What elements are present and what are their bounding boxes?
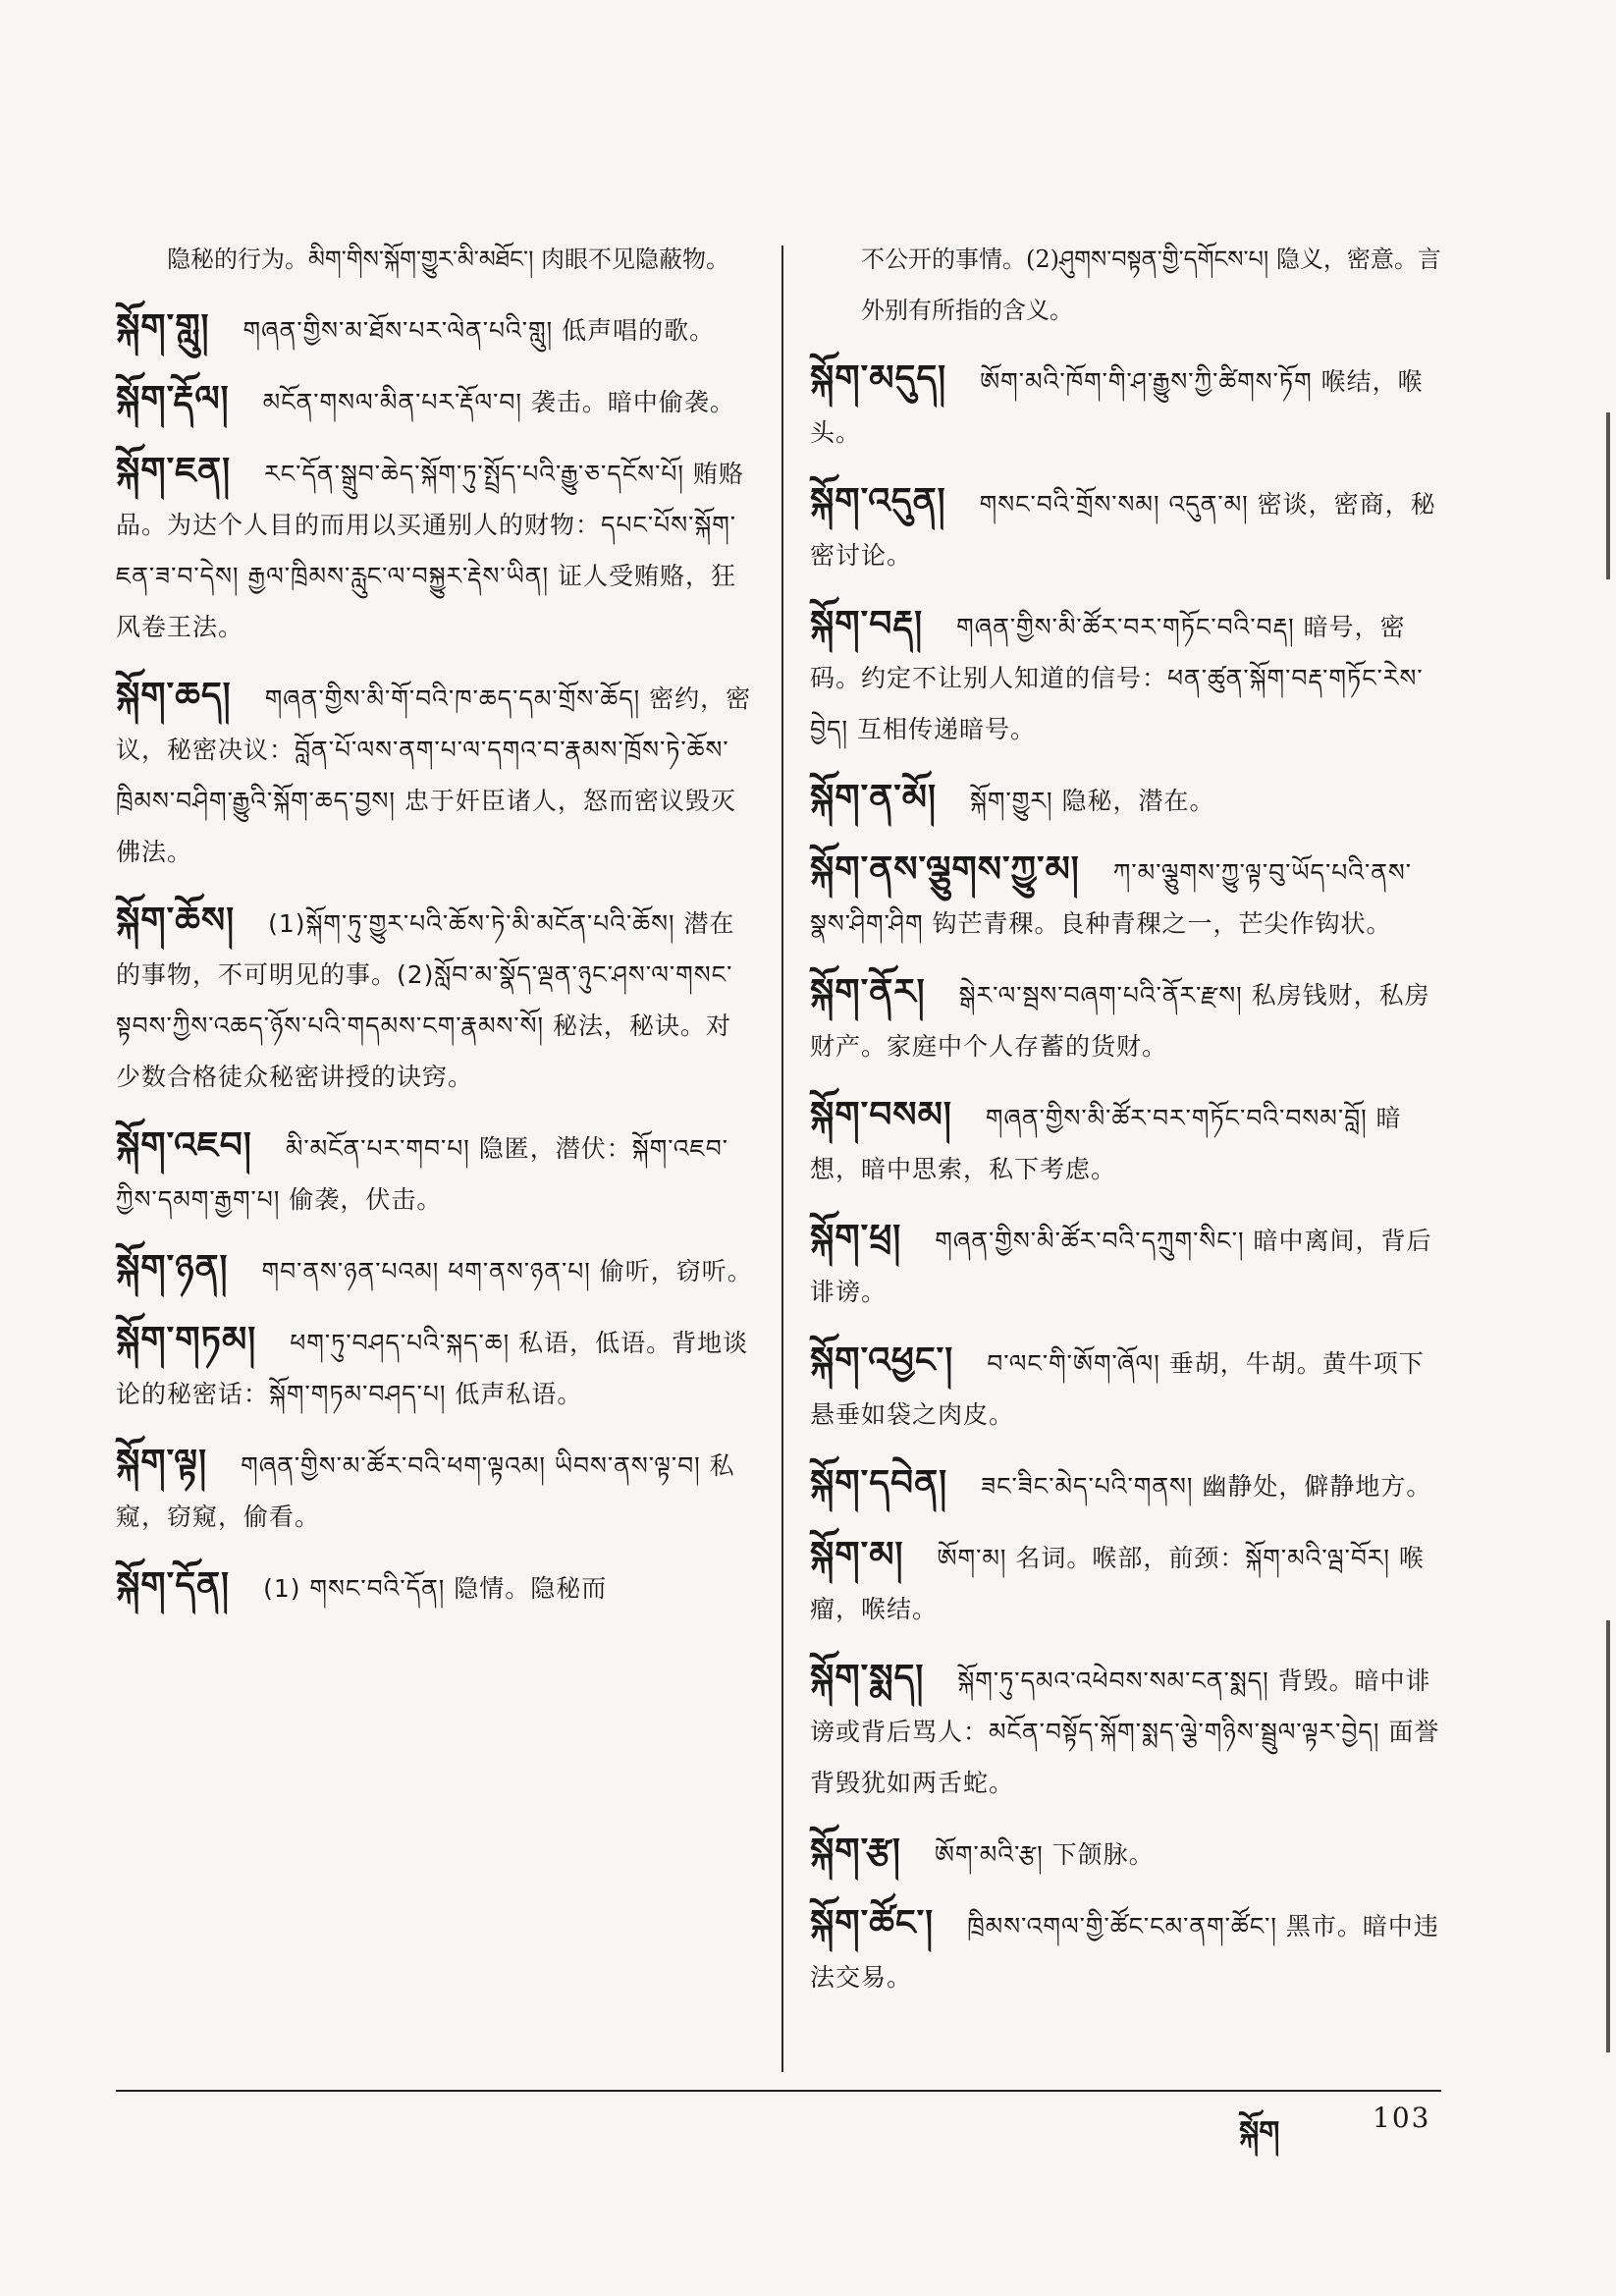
headword: སྐོག་དབེན།	[810, 1463, 948, 1503]
dictionary-entry	[810, 1898, 1448, 2003]
headword: སྐོག་སྨད།	[810, 1658, 925, 1698]
dictionary-entry	[810, 354, 1448, 459]
definition: ཟང་ཟིང་མེད་པའི་གནས། 幽静处，僻静地方。	[981, 1472, 1432, 1501]
definition: བ་ལང་གི་ཨོག་ཞོལ། 垂胡，牛胡。黄牛项下悬垂如袋之肉皮。	[810, 1349, 1425, 1429]
headword: སྐོག་འཇབ།	[116, 1125, 252, 1166]
definition: མངོན་གསལ་མིན་པར་རྡོལ་བ། 袭击。暗中偷袭。	[262, 388, 735, 416]
definition: གཞན་གྱིས་མི་གོ་བའི་ཁ་ཆད་དམ་གྲོས་ཆོད། 密约，密议，秘密决议：བློན་པོ་ལས་ནག་པ་ལ་དགའ་བ་རྣམས་ཁྲོས་ཏེ་ཆོས་ཁྲིམས་བཤིག་རྒྱུའི་སྐོག་ཆད་བྱས། 忠于奸臣诸人，怒而密议毁灭佛法。	[116, 684, 752, 866]
dictionary-entry	[810, 1530, 1448, 1635]
definition: ཨོག་མའི་རྩ། 下颌脉。	[934, 1840, 1155, 1869]
headword: སྐོག་རྩ།	[810, 1831, 901, 1872]
dictionary-entry	[116, 1560, 754, 1614]
dictionary-entry	[116, 671, 754, 878]
running-head: སྐོག	[1239, 2115, 1280, 2150]
definition: མི་མངོན་པར་གབ་པ། 隐匿，潜伏：སྐོག་འཇབ་ཀྱིས་དམག་རྒྱག་པ། 偷袭，伏击。	[116, 1134, 729, 1214]
dictionary-entry	[116, 896, 754, 1103]
headword: སྐོག་ཆད།	[116, 676, 232, 716]
headword: སྐོག་མདུད།	[810, 358, 947, 399]
continued-text: 不公开的事情。(2)ཤུགས་བསྟན་གྱི་དགོངས་པ། 隐义，密意。言外别有所指的含义。	[861, 246, 1441, 324]
definition: སྒེར་ལ་སྦས་བཞག་པའི་ནོར་རྫས། 私房钱财，私房财产。家庭中个人存蓄的货财。	[810, 981, 1430, 1061]
headword: སྐོག་མ།	[810, 1535, 904, 1575]
definition: གཞན་གྱིས་མི་ཚོར་བར་གཏོང་བའི་བསམ་བློ། 暗想，暗中思索，私下考虑。	[810, 1104, 1402, 1183]
definition: ཁྲིམས་འགལ་གྱི་ཚོང་ངམ་ནག་ཚོང་། 黑市。暗中违法交易。	[810, 1912, 1439, 1992]
dictionary-entry	[116, 1121, 754, 1226]
headword: སྐོག་ཇན།	[116, 451, 232, 491]
definition: ཀ་མ་ལྕུགས་ཀྱུ་ལྟ་བུ་ཡོད་པའི་ནས་སྣས་ཤིག་ཤིག 钩芒青稞。良种青稞之一，芒尖作钩状。	[810, 858, 1413, 938]
definition: སྐོག་ཏུ་དམའ་འཕེབས་སམ་ངན་སྨད། 背毁。暗中诽谤或背后骂人：མངོན་བསྟོད་སྐོག་སྨད་ལྕེ་གཉིས་སྦྲུལ་ལྟར་བྱེད། 面誉背毁犹如两舌蛇。	[810, 1667, 1440, 1797]
headword: སྐོག་དོན།	[116, 1565, 231, 1606]
definition: གཞན་གྱིས་མ་ཐོས་པར་ལེན་པའི་གླུ། 低声唱的歌。	[242, 316, 716, 345]
dictionary-entry	[116, 1243, 754, 1297]
headword: སྐོག་ལྟ།	[116, 1443, 208, 1483]
dictionary-entry	[116, 374, 754, 428]
headword: སྐོག་བསམ།	[810, 1095, 952, 1135]
dictionary-entry	[810, 476, 1448, 581]
continued-text: 隐秘的行为。མིག་གིས་སྐོག་གྱུར་མི་མཐོང་། 肉眼不见隐蔽物。	[167, 246, 730, 273]
dictionary-entry	[116, 446, 754, 653]
headword: སྐོག་རྡོལ།	[116, 379, 230, 419]
right-column	[810, 234, 1448, 2021]
definition: གཞན་གྱིས་མི་ཚོར་བར་གཏོང་བའི་བརྡ། 暗号，密码。约定不让别人知道的信号：ཕན་ཚུན་སྐོག་བརྡ་གཏོང་རེས་བྱེད། 互相传递暗号。	[810, 613, 1424, 743]
dictionary-entry	[810, 1458, 1448, 1512]
dictionary-entry	[810, 773, 1448, 827]
headword: སྐོག་འདུན།	[810, 481, 946, 521]
dictionary-entry	[810, 599, 1448, 755]
column-divider	[781, 246, 783, 2072]
headword: སྐོག་ཉན།	[116, 1248, 229, 1288]
definition: ཨོག་མ། 名词。喉部，前颈：སྐོག་མའི་ལྦ་བོར། 喉瘤，喉结。	[810, 1544, 1425, 1623]
definition: གབ་ནས་ཉན་པའམ། ཕག་ནས་ཉན་པ། 偷听，窃听。	[261, 1257, 753, 1285]
definition: སྐོག་གྱུར། 隐秘，潜在。	[970, 787, 1215, 815]
headword: སྐོག་ཚོང་།	[810, 1903, 935, 1943]
footer-rule	[116, 2090, 1441, 2092]
headword: སྐོག་ན་མོ།	[810, 778, 938, 818]
definition: ཨོག་མའི་ཁོག་གི་ཤ་རྒྱུས་ཀྱི་ཚིགས་ཏོག 喉结，喉头。	[810, 367, 1424, 447]
headword: སྐོག་འཕྱང་།	[810, 1340, 954, 1381]
dictionary-entry	[810, 1090, 1448, 1195]
headword: སྐོག་ནོར།	[810, 972, 926, 1012]
dictionary-entry	[810, 1653, 1448, 1809]
dictionary-entry	[810, 1336, 1448, 1441]
dictionary-entry	[116, 302, 754, 356]
headword: སྐོག་ཕྲ།	[810, 1218, 902, 1258]
dictionary-entry	[116, 1438, 754, 1543]
definition: གསང་བའི་གྲོས་སམ། འདུན་མ། 密谈，密商，秘密讨论。	[810, 490, 1436, 570]
definition: (1) གསང་བའི་དོན། 隐情。隐秘而	[263, 1574, 608, 1603]
headword: སྐོག་ནས་ལྕུགས་ཀྱུ་མ།	[810, 849, 1080, 890]
headword: སྐོག་ཆོས།	[116, 901, 236, 941]
dictionary-entry	[810, 967, 1448, 1072]
headword: སྐོག་གཏམ།	[116, 1320, 257, 1360]
definition: ཕག་ཏུ་བཤད་པའི་སྐད་ཆ། 私语，低语。背地谈论的秘密话：སྐོག་གཏམ་བཤད་པ། 低声私语。	[116, 1329, 749, 1408]
page-number: 103	[1373, 2102, 1431, 2134]
definition: གཞན་གྱིས་མ་ཚོར་བའི་ཕག་ལྟའམ། ཡིབས་ནས་ལྟ་བ། 私窥，窃窥，偷看。	[116, 1451, 735, 1531]
headword: སྐོག་གླུ།	[116, 307, 210, 348]
left-column	[116, 234, 754, 1632]
dictionary-entry	[810, 845, 1448, 950]
definition: རང་དོན་སྒྲུབ་ཆེད་སྐོག་ཏུ་སྤྲོད་པའི་རྒྱུ་ཅ་དངོས་པོ། 贿赂品。为达个人目的而用以买通别人的财物：དཔང་པོས་སྐོག་ཇན་ཟ་བ་དེས། རྒྱལ་ཁྲིམས་རླུང་ལ་བསྐྱུར་རྡེས་ཡིན། 证人受贿赂，狂风卷王法。	[116, 460, 744, 641]
definition: (1)སྐོག་ཏུ་གྱུར་པའི་ཆོས་ཏེ་མི་མངོན་པའི་ཆོས། 潜在的事物，不可明见的事。(2)སློབ་མ་སྣོད་ལྡན་ཉུང་ཤས་ལ་གསང་སྟབས་ཀྱིས་འཆད་ཉོས་པའི་གདམས་ངག་རྣམས་སོ། 秘法，秘诀。对少数合格徒众秘密讲授的诀窍。	[116, 909, 735, 1091]
dictionary-entry	[810, 1213, 1448, 1318]
dictionary-entry	[116, 1315, 754, 1420]
definition: གཞན་གྱིས་མི་ཚོར་བའི་དཀྲུག་སིང་། 暗中离间，背后诽谤。	[810, 1227, 1432, 1306]
edge-scan-mark	[1606, 1620, 1610, 2052]
headword: སྐོག་བརྡ།	[810, 604, 924, 644]
edge-scan-mark	[1606, 412, 1610, 579]
dictionary-entry	[810, 1827, 1448, 1881]
